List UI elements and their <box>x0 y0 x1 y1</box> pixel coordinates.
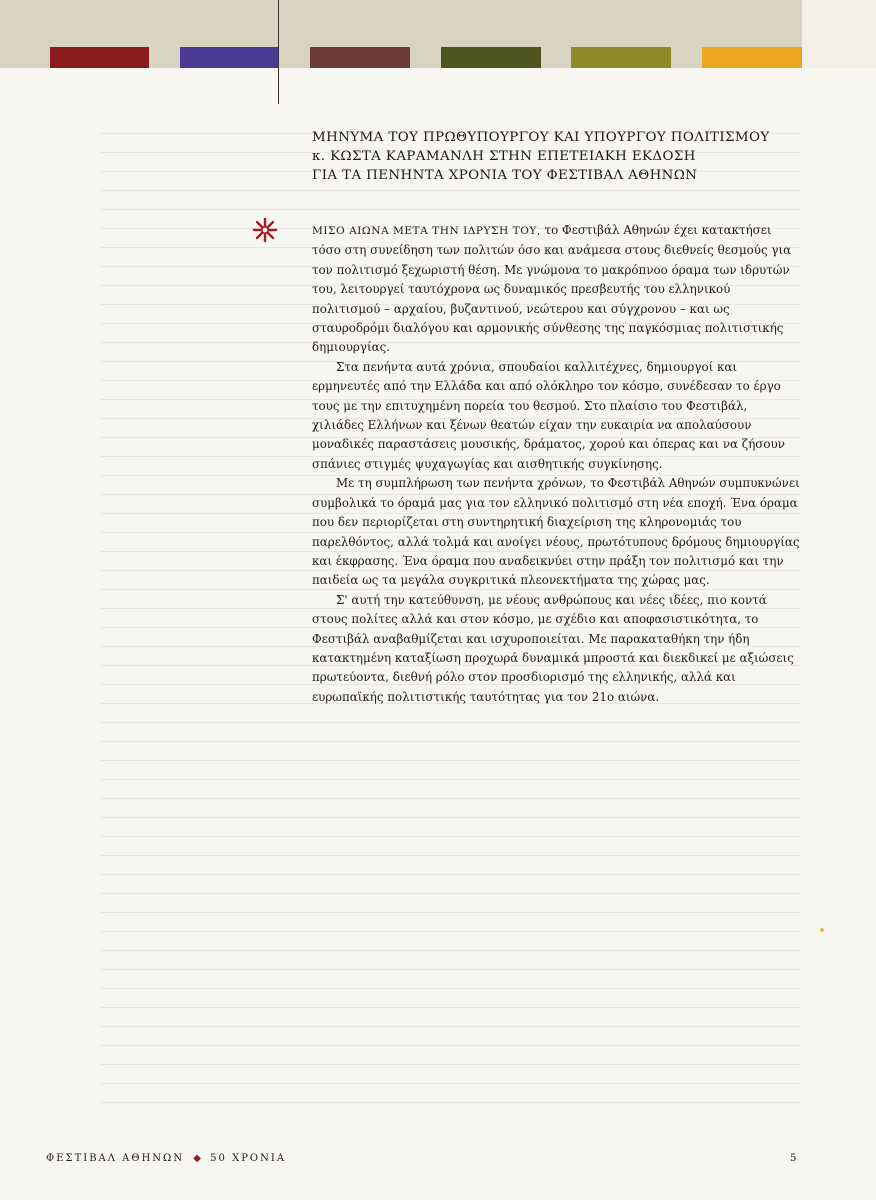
paragraph-3: Με τη συμπλήρωση των πενήντα χρόνων, το Φεστιβάλ Αθηνών συμπυκνώνει συμβολικά το όραμά μας για τον ελληνικό πολιτισμό στη νέα εποχή. Ένα όραμα που δεν περιορίζεται στη συντηρητική διαχείριση της κληρονομιάς του παρελθόντος, αλλά τολμά και ανοίγει νέους, πρωτότυπους δρόμους δημιουργίας και έκφρασης. Ένα όραμα που αναδεικνύει στην πράξη τον πολιτισμό και την παιδεία ως τα μεγάλα συγκριτικά πλεονεκτήματα της χώρας μας. <box>312 476 800 588</box>
page-number: 5 <box>790 1153 797 1164</box>
color-swatch-violet <box>180 47 279 68</box>
paragraph-1 <box>312 221 802 358</box>
running-footer <box>46 1153 286 1164</box>
lead-in-caps: ΜΙΣΟ ΑΙΩΝΑ ΜΕΤΑ ΤΗΝ ΙΔΡΥΣΗ ΤΟΥ, <box>312 225 541 237</box>
title-line-3: ΓΙΑ ΤΑ ΠΕΝΗΝΤΑ ΧΡΟΝΙΑ ΤΟΥ ΦΕΣΤΙΒΑΛ ΑΘΗΝΩΝ <box>312 168 698 183</box>
footer-festival-name: ΦΕΣΤΙΒΑΛ ΑΘΗΝΩΝ <box>46 1153 185 1164</box>
title-line-1: ΜΗΝΥΜΑ ΤΟΥ ΠΡΩΘΥΠΟΥΡΓΟΥ ΚΑΙ ΥΠΟΥΡΓΟΥ ΠΟΛΙΤΙΣΜΟΥ <box>312 130 770 145</box>
ornament-star-icon <box>252 217 278 243</box>
color-swatch-mustard <box>571 47 671 68</box>
color-swatch-red <box>50 47 149 68</box>
color-swatch-brown <box>310 47 410 68</box>
paper-speck <box>820 928 824 932</box>
vertical-rule <box>278 0 279 104</box>
message-body <box>312 221 802 707</box>
paragraph-2: Στα πενήντα αυτά χρόνια, σπουδαίοι καλλιτέχνες, δημιουργοί και ερμηνευτές από την Ελλάδα και από ολόκληρο τον κόσμο, συνέδεσαν το έργο τους με την επιτυχημένη πορεία του θεσμού. Στο πλαίσιο του Φεστιβάλ, χιλιάδες Ελλήνων και ξένων θεατών είχαν την ευκαιρία να απολαύσουν μοναδικές παραστάσεις μουσικής, δράματος, χορού και όπερας και να ζήσουν σπάνιες στιγμές ψυχαγωγίας και αισθητικής συγκίνησης. <box>312 359 785 471</box>
paragraph-1-text: το Φεστιβάλ Αθηνών έχει κατακτήσει τόσο στη συνείδηση των πολιτών όσο και ανάμεσα στους διεθνείς θεσμούς για τον πολιτισμό ξεχωριστή θέση. Με γνώμονα το μακρόπνοο όραμα των ιδρυτών του, λειτουργεί ταυτόχρονα ως δυναμικός πρεσβευτής του ελληνικού πολιτισμού – αρχαίου, βυζαντινού, νεώτερου και σύγχρονου – και ως σταυροδρόμι διαλόγου και αρμονικής σύνθεσης της παγκόσμιας πολιτιστικής δημιουργίας. <box>312 223 792 355</box>
color-swatch-orange <box>702 47 802 68</box>
page-title <box>312 128 832 185</box>
diamond-separator-icon: ◆ <box>193 1153 201 1164</box>
footer-years: 50 ΧΡΟΝΙΑ <box>210 1153 287 1164</box>
paragraph-4: Σ' αυτή την κατεύθυνση, με νέους ανθρώπους και νέες ιδέες, πιο κοντά στους πολίτες αλλά και στον κόσμο, με σχέδιο και αποφασιστικότητα, το Φεστιβάλ αναβαθμίζεται και ισχυροποιείται. Με παρακαταθήκη την ήδη κατακτημένη καταξίωση προχωρά δυναμικά μπροστά και διεκδικεί με αξιώσεις πρωτεύοντα, διεθνή ρόλο στον προσδιορισμό της ελληνικής, αλλά και ευρωπαϊκής πολιτιστικής ταυτότητας για τον 21ο αιώνα. <box>312 592 794 704</box>
title-line-2: κ. ΚΩΣΤΑ ΚΑΡΑΜΑΝΛΗ ΣΤΗΝ ΕΠΕΤΕΙΑΚΗ ΕΚΔΟΣΗ <box>312 149 696 164</box>
color-swatch-olive <box>441 47 541 68</box>
top-band-margin <box>802 0 876 68</box>
